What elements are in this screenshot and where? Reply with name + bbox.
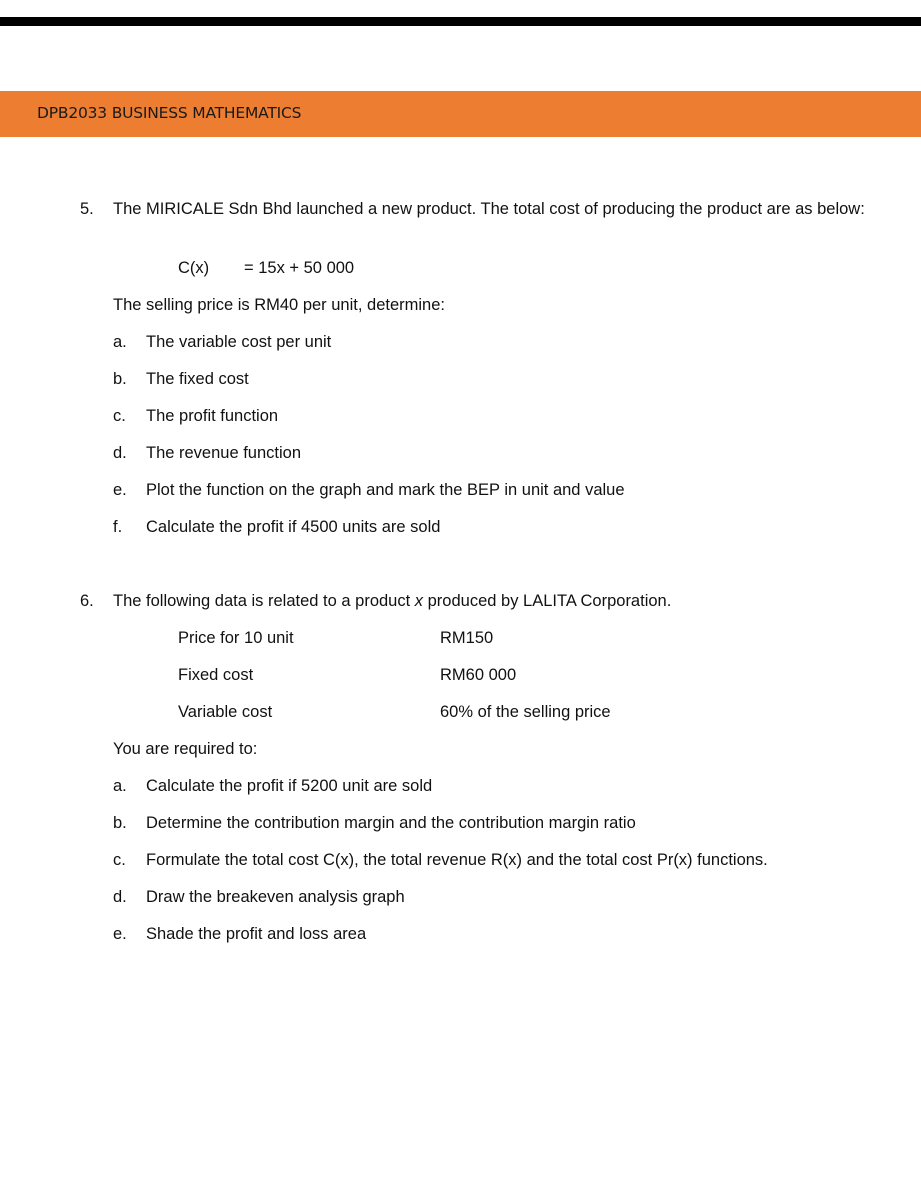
q6-part-label: d. — [113, 888, 127, 906]
data-row-value: RM150 — [440, 629, 494, 647]
question-6-prompt: You are required to: — [113, 740, 258, 758]
variable-x: x — [414, 592, 424, 610]
q5-part-label: d. — [113, 444, 127, 462]
q6-part-label: e. — [113, 925, 127, 943]
question-6-intro-before: The following data is related to a product — [113, 592, 411, 610]
q5-part-text: The profit function — [146, 407, 279, 425]
data-row-label: Variable cost — [178, 703, 273, 721]
top-rule — [0, 17, 921, 26]
question-5-prompt: The selling price is RM40 per unit, determine: — [113, 296, 445, 314]
q6-part-label: a. — [113, 777, 127, 795]
q5-part-text: The variable cost per unit — [146, 333, 332, 351]
equation-rhs: = 15x + 50 000 — [244, 259, 355, 277]
q5-part-label: b. — [113, 370, 127, 388]
q6-part-text: Determine the contribution margin and the contribution margin ratio — [146, 814, 636, 832]
q6-part-text: Draw the breakeven analysis graph — [146, 888, 405, 906]
q5-part-label: e. — [113, 481, 127, 499]
course-title: DPB2033 BUSINESS MATHEMATICS — [37, 104, 302, 122]
q5-part-text: The fixed cost — [146, 370, 249, 388]
question-6-number: 6. — [80, 592, 94, 610]
q6-part-text: Calculate the profit if 5200 unit are sold — [146, 777, 433, 795]
q5-part-text: The revenue function — [146, 444, 302, 462]
q6-part-text: Shade the profit and loss area — [146, 925, 367, 943]
question-5-intro: The MIRICALE Sdn Bhd launched a new product. The total cost of producing the product are as below: — [113, 200, 865, 218]
q5-part-label: f. — [113, 518, 123, 536]
question-6-intro-after: produced by LALITA Corporation. — [427, 592, 672, 610]
question-5-number: 5. — [80, 200, 94, 218]
q6-part-label: c. — [113, 851, 126, 869]
data-row-value: 60% of the selling price — [440, 703, 611, 721]
q5-part-text: Plot the function on the graph and mark the BEP in unit and value — [146, 481, 625, 499]
q5-part-text: Calculate the profit if 4500 units are sold — [146, 518, 441, 536]
q6-part-text: Formulate the total cost C(x), the total revenue R(x) and the total cost Pr(x) functions. — [146, 851, 768, 869]
data-row-label: Fixed cost — [178, 666, 254, 684]
q5-part-label: a. — [113, 333, 127, 351]
question-6-intro — [113, 591, 671, 612]
data-row-label: Price for 10 unit — [178, 629, 294, 647]
equation-lhs: C(x) — [178, 259, 210, 277]
q5-part-label: c. — [113, 407, 126, 425]
data-row-value: RM60 000 — [440, 666, 517, 684]
q6-part-label: b. — [113, 814, 127, 832]
